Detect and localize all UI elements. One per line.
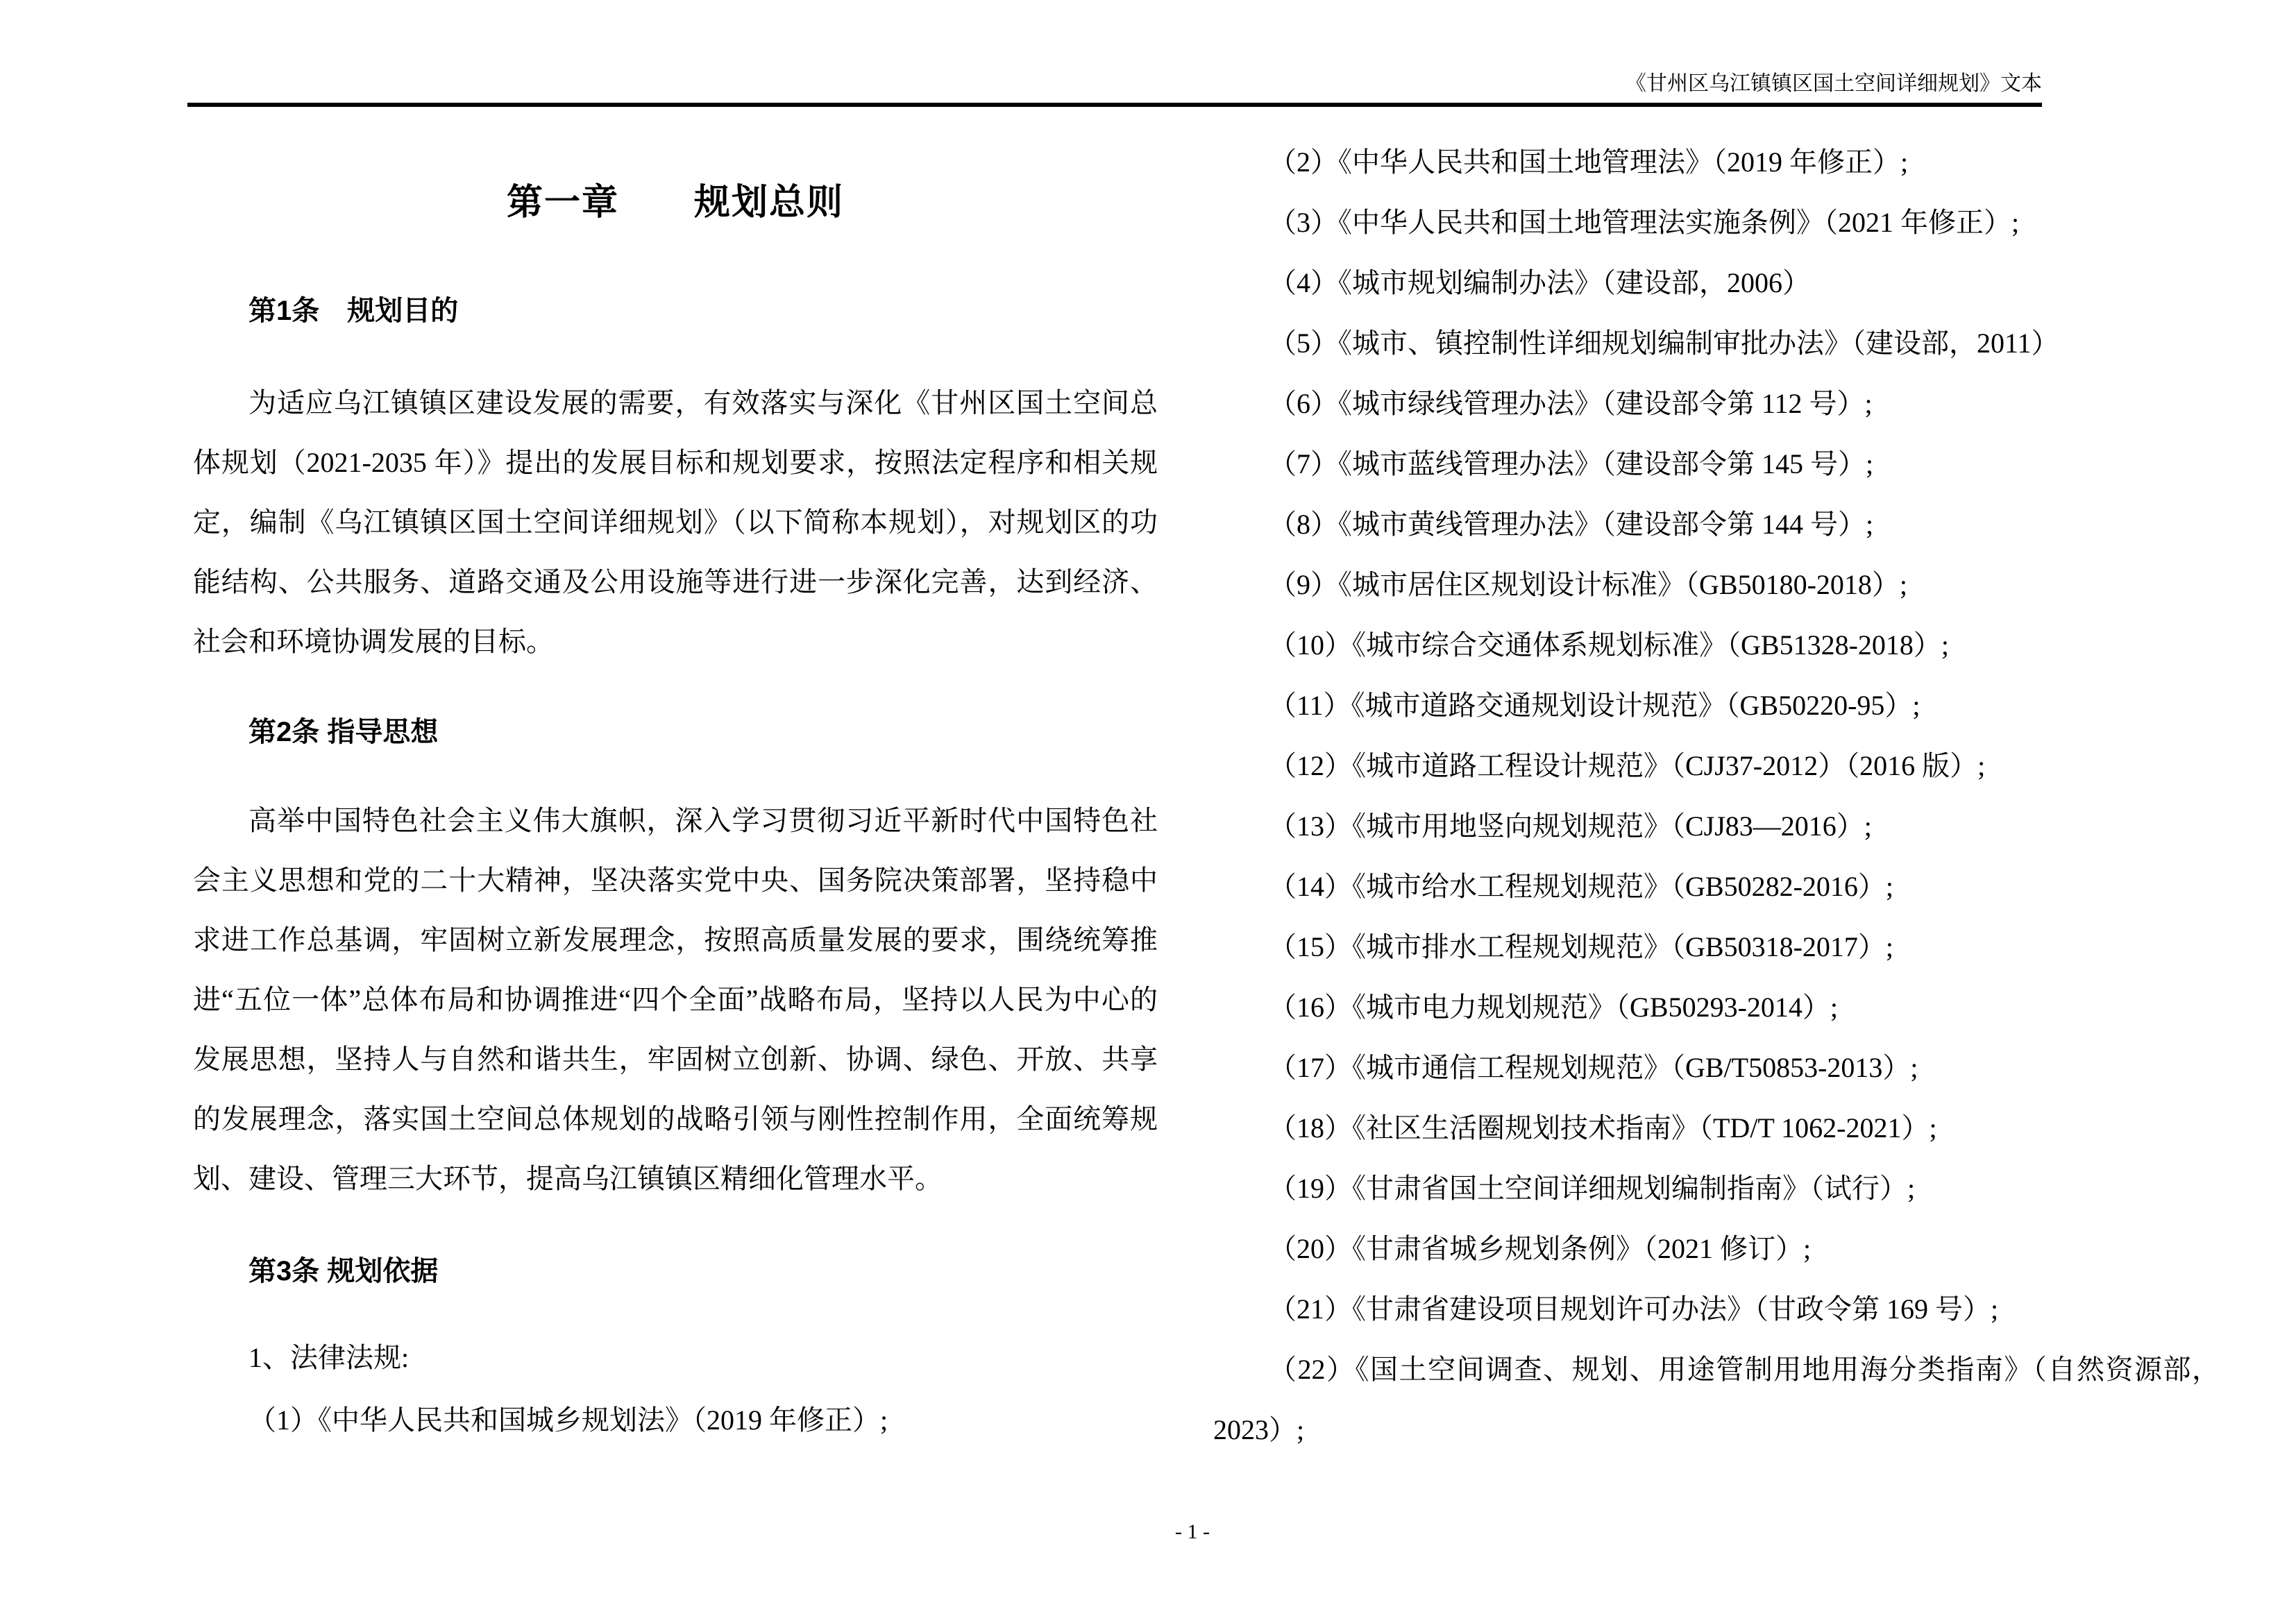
- reference-item-11: （11）《城市道路交通规划设计规范》（GB50220-95）;: [1269, 690, 1921, 721]
- reference-item-13: （13）《城市用地竖向规划规范》（CJJ83—2016）;: [1269, 810, 1872, 842]
- article-2-heading: 第2条 指导思想: [248, 717, 439, 747]
- reference-item-10: （10）《城市综合交通体系规划标准》（GB51328-2018）;: [1269, 629, 1949, 661]
- left-column: [193, 0, 1158, 1450]
- article-1-paragraph: 为适应乌江镇镇区建设发展的需要，有效落实与深化《甘州区国土空间总体规划（2021-2035 年）》提出的发展目标和规划要求，按照法定程序和相关规定，编制《乌江镇镇区国土空间详细规划》（以下简称本规划），对规划区的功能结构、公共服务、道路交通及公用设施等进行进一步深化完善，达到经济、社会和环境协调发展的目标。: [193, 387, 1158, 657]
- reference-item-19: （19）《甘肃省国土空间详细规划编制指南》（试行）;: [1269, 1173, 1916, 1204]
- reference-item-6: （6）《城市绿线管理办法》（建设部令第 112 号）;: [1269, 388, 1873, 419]
- article-1-heading: 第1条 规划目的: [248, 296, 459, 326]
- reference-item-21: （21）《甘肃省建设项目规划许可办法》（甘政令第 169 号）;: [1269, 1293, 1999, 1325]
- reference-item-9: （9）《城市居住区规划设计标准》（GB50180-2018）;: [1269, 569, 1907, 600]
- reference-item-8: （8）《城市黄线管理办法》（建设部令第 144 号）;: [1269, 509, 1874, 540]
- right-column: [1213, 0, 2220, 1460]
- reference-item-7: （7）《城市蓝线管理办法》（建设部令第 145 号）;: [1269, 448, 1874, 479]
- reference-item-22: （22）《国土空间调查、规划、用途管制用地用海分类指南》（自然资源部，2023）;: [1213, 1354, 2220, 1445]
- reference-item-16: （16）《城市电力规划规范》（GB50293-2014）;: [1269, 992, 1838, 1023]
- page-footer: [1123, 1517, 1262, 1547]
- reference-item-3: （3）《中华人民共和国土地管理法实施条例》（2021 年修正）;: [1269, 207, 2020, 238]
- reference-item-18: （18）《社区生活圈规划技术指南》（TD/T 1062-2021）;: [1269, 1112, 1937, 1144]
- reference-item-4: （4）《城市规划编制办法》（建设部，2006）: [1269, 267, 1810, 298]
- reference-item-5: （5）《城市、镇控制性详细规划编制审批办法》（建设部，2011）: [1269, 328, 2059, 359]
- page-number: - 1 -: [1175, 1520, 1210, 1543]
- reference-item-14: （14）《城市给水工程规划规范》（GB50282-2016）;: [1269, 871, 1893, 902]
- article-2-paragraph: 高举中国特色社会主义伟大旗帜，深入学习贯彻习近平新时代中国特色社会主义思想和党的二十大精神，坚决落实党中央、国务院决策部署，坚持稳中求进工作总基调，牢固树立新发展理念，按照高质量发展的要求，围绕统筹推进“五位一体”总体布局和协调推进“四个全面”战略布局，坚持以人民为中心的发展思想，坚持人与自然和谐共生，牢固树立创新、协调、绿色、开放、共享的发展理念，落实国土空间总体规划的战略引领与刚性控制作用，全面统筹规划、建设、管理三大环节，提高乌江镇镇区精细化管理水平。: [193, 805, 1158, 1194]
- law-list-intro: 1、法律法规:: [248, 1342, 410, 1373]
- reference-item-20: （20）《甘肃省城乡规划条例》（2021 修订）;: [1269, 1233, 1812, 1264]
- article-3-heading: 第3条 规划依据: [248, 1256, 439, 1286]
- reference-item-1: （1）《中华人民共和国城乡规划法》（2019 年修正）;: [248, 1404, 888, 1436]
- reference-item-15: （15）《城市排水工程规划规范》（GB50318-2017）;: [1269, 931, 1893, 962]
- reference-item-2: （2）《中华人民共和国土地管理法》（2019 年修正）;: [1269, 146, 1909, 178]
- header-title: 《甘州区乌江镇镇区国土空间详细规划》文本: [1626, 72, 2042, 95]
- reference-item-12: （12）《城市道路工程设计规范》（CJJ37-2012）（2016 版）;: [1269, 750, 1986, 781]
- reference-item-17: （17）《城市通信工程规划规范》（GB/T50853-2013）;: [1269, 1052, 1918, 1083]
- chapter-title: 第一章 规划总则: [506, 182, 844, 223]
